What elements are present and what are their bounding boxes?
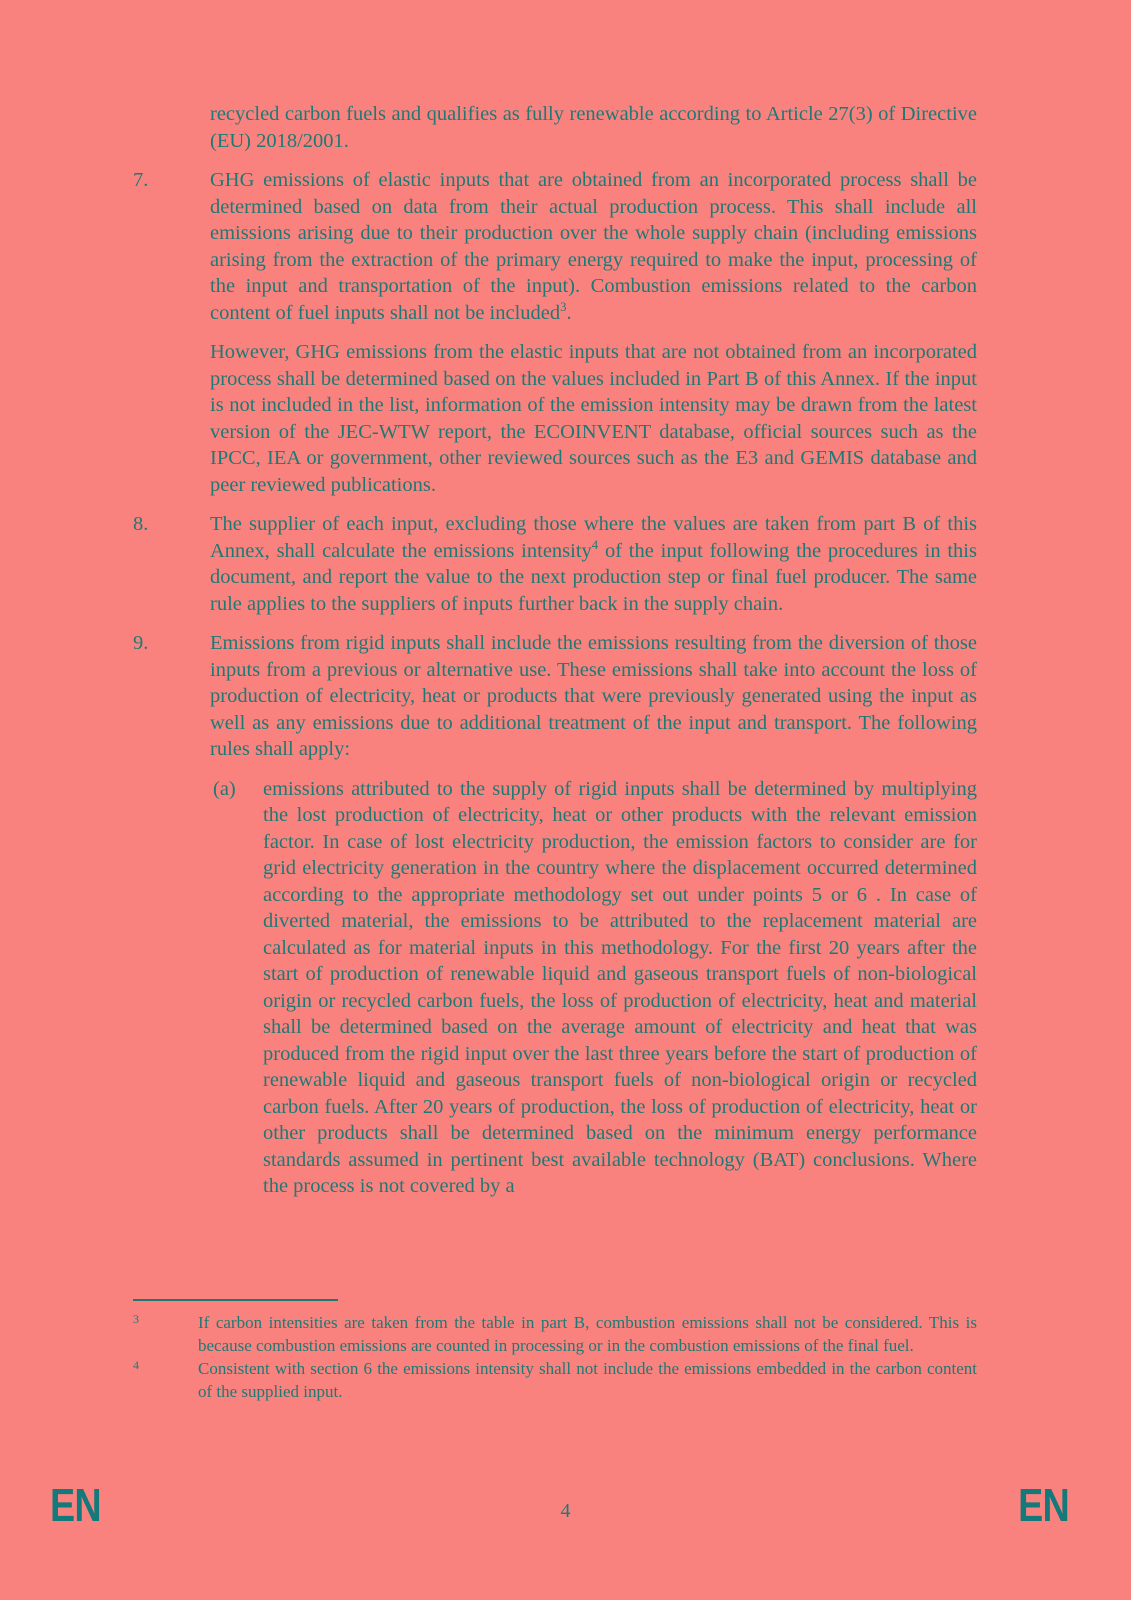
paragraph-text: Emissions from rigid inputs shall include the emissions resulting from the diversion of those inputs from a previous or alternative use. These emissions shall take into account the loss of production of electricity, heat or products that were previously generated using the input as well as any emissions due to additional treatment of the input and transport. The following rules shall apply: xyxy=(210,632,977,760)
footnote-list xyxy=(133,1311,977,1403)
footnote-reference: 3 xyxy=(560,299,567,314)
paragraph-text: emissions attributed to the supply of rigid inputs shall be determined by multiplying the lost production of electricity, heat or other products with the relevant emission factor. In case of lost electricity production, the emission factors to consider are for grid electricity generation in the country where the displacement occurred determined according to the appropriate methodology set out under points 5 or 6 . In case of diverted material, the emissions to be attributed to the replacement material are calculated as for material inputs in this methodology. For the first 20 years after the start of production of renewable liquid and gaseous transport fuels of non-biological origin or recycled carbon fuels, the loss of production of electricity, heat and material shall be determined based on the average amount of electricity and heat that was produced from the rigid input over the last three years before the start of production of renewable liquid and gaseous transport fuels of non-biological origin or recycled carbon fuels. After 20 years of production, the loss of production of electricity, heat or other products shall be determined based on the minimum energy performance standards assumed in pertinent best available technology (BAT) conclusions. Where the process is not covered by a xyxy=(263,777,977,1197)
numbered-paragraph xyxy=(133,167,977,326)
item-label: 8. xyxy=(133,513,149,535)
paragraph-text: GHG emissions of elastic inputs that are obtained from an incorporated process shall be determined based on data from their actual production process. This shall include all emissions arising due to their production over the whole supply chain (including emissions arising from the extraction of the primary energy required to make the input, processing of the input and transportation of the input). Combustion emissions related to the carbon content of fuel inputs shall not be included$^3$. xyxy=(210,169,977,324)
paragraph-text: recycled carbon fuels and qualifies as fully renewable according to Article 27(3) of Directive (EU) 2018/2001. xyxy=(210,103,977,152)
sub-paragraph xyxy=(133,776,977,1200)
paragraph xyxy=(133,101,977,154)
footnote-text: If carbon intensities are taken from the table in part B, combustion emissions shall not be considered. This is because combustion emissions are counted in processing or in the combustion emissions of the final fuel. xyxy=(198,1313,977,1355)
footnote xyxy=(133,1311,977,1357)
footnote xyxy=(133,1357,977,1403)
item-label: 9. xyxy=(133,632,149,654)
paragraph-text: The supplier of each input, excluding those where the values are taken from part B of this Annex, shall calculate the emissions intensity$^4$ of the input following the procedures in this document, and report the value to the next production step or final fuel producer. The same rule applies to the suppliers of inputs further back in the supply chain. xyxy=(210,513,977,615)
item-label: 7. xyxy=(133,169,149,191)
numbered-paragraph xyxy=(133,630,977,763)
footnote-reference: 4 xyxy=(591,537,599,552)
footnote-marker: 4 xyxy=(133,1358,139,1372)
footnote-separator xyxy=(133,1299,338,1301)
item-label: (a) xyxy=(213,777,236,800)
paragraph-text: However, GHG emissions from the elastic inputs that are not obtained from an incorporated process shall be determined based on the values included in Part B of this Annex. If the input is not included in the list, information of the emission intensity may be drawn from the latest version of the JEC-WTW report, the ECOINVENT database, official sources such as the IPCC, IEA or government, other reviewed sources such as the E3 and GEMIS database and peer reviewed publications. xyxy=(210,341,977,496)
footnote-text: Consistent with section 6 the emissions intensity shall not include the emissions embedded in the carbon content of the supplied input. xyxy=(198,1359,977,1401)
paragraph xyxy=(133,339,977,498)
language-marker-right: EN xyxy=(1018,1479,1069,1531)
numbered-paragraph xyxy=(133,511,977,617)
page-number: 4 xyxy=(560,1500,571,1522)
document-body xyxy=(133,101,977,1213)
footnote-area xyxy=(133,1299,977,1403)
footnote-marker: 3 xyxy=(133,1312,139,1326)
language-marker-left: EN xyxy=(50,1479,101,1531)
